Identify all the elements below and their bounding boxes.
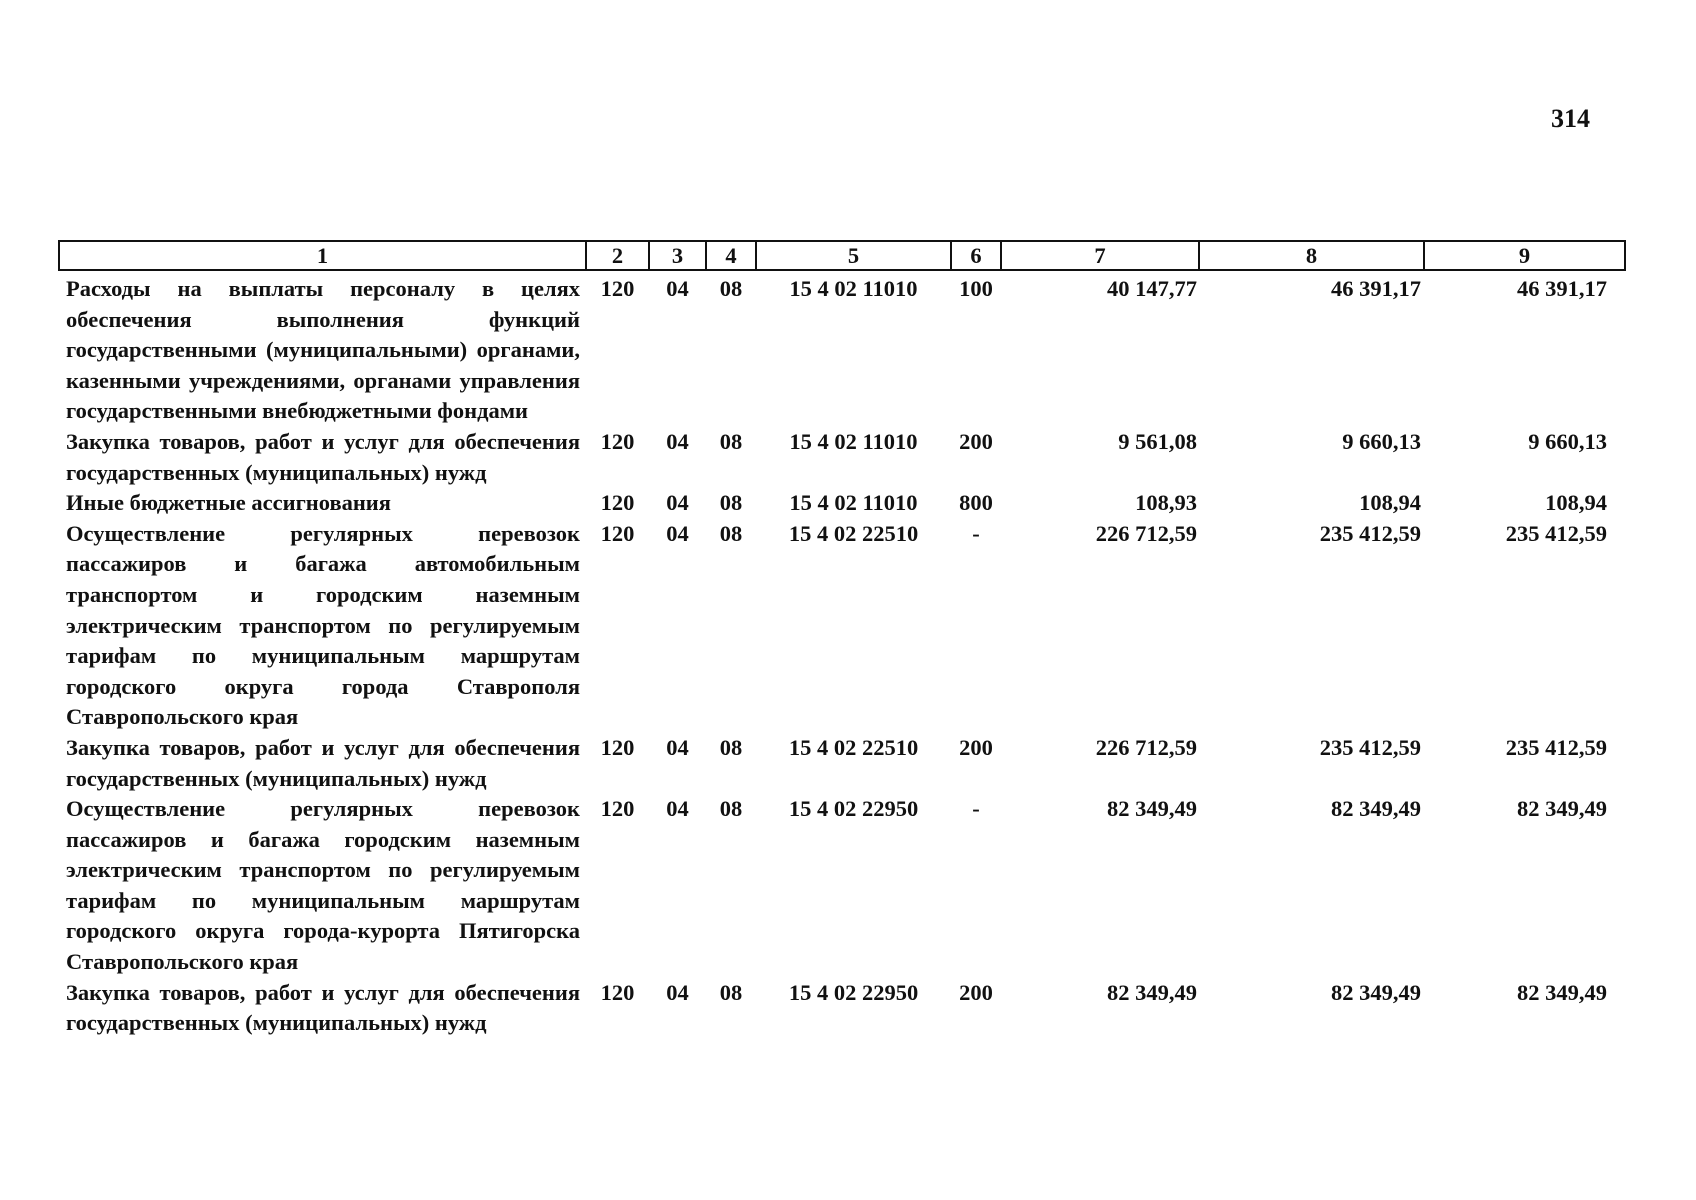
row-code-5: 15 4 02 22950 xyxy=(788,796,919,822)
row-code-4: 08 xyxy=(719,520,743,546)
row-code-6: - xyxy=(972,520,980,546)
row-code-3: 04 xyxy=(666,979,689,1005)
row-value-8: 9 660,13 xyxy=(1342,428,1421,454)
row-code-4: 08 xyxy=(719,979,743,1005)
row-code-6: 200 xyxy=(959,979,993,1005)
table-header xyxy=(59,241,1625,270)
row-code-4: 08 xyxy=(719,276,743,301)
row-value-9: 82 349,49 xyxy=(1517,979,1607,1005)
row-value-7: 40 147,77 xyxy=(1107,276,1197,301)
row-code-2: 120 xyxy=(600,428,635,454)
row-value-9: 108,94 xyxy=(1545,490,1607,516)
row-code-6: 100 xyxy=(959,276,993,301)
row-name: Расходы на выплаты персоналу в целях обеспечения выполнения функций государственными (муниципальными) органами, казенными учреждениями, органами управления государственными внебюджетными фондами xyxy=(66,276,580,424)
row-code-3: 04 xyxy=(666,520,689,546)
row-code-2: 120 xyxy=(600,979,635,1005)
row-code-3: 04 xyxy=(666,734,689,760)
row-value-9: 235 412,59 xyxy=(1505,520,1607,546)
row-code-5: 15 4 02 22510 xyxy=(788,734,919,760)
row-code-2: 120 xyxy=(600,490,635,516)
row-value-7: 226 712,59 xyxy=(1095,520,1197,546)
row-value-8: 235 412,59 xyxy=(1319,734,1421,760)
row-value-7: 226 712,59 xyxy=(1095,734,1197,760)
header-col-9: 9 xyxy=(1424,241,1625,270)
row-code-3: 04 xyxy=(666,490,689,516)
row-value-8: 108,94 xyxy=(1359,490,1421,516)
header-col-6: 6 xyxy=(951,241,1001,270)
header-col-3: 3 xyxy=(649,241,706,270)
table-row xyxy=(59,488,1625,519)
row-value-7: 82 349,49 xyxy=(1107,796,1197,822)
row-code-6: 800 xyxy=(959,490,993,516)
row-code-2: 120 xyxy=(600,796,635,822)
row-code-3: 04 xyxy=(666,796,689,822)
row-name: Иные бюджетные ассигнования xyxy=(66,490,391,516)
header-row xyxy=(59,241,1625,270)
row-value-8: 46 391,17 xyxy=(1331,276,1421,301)
row-code-4: 08 xyxy=(719,796,743,822)
row-code-4: 08 xyxy=(719,734,743,760)
table-row xyxy=(59,794,1625,978)
row-code-6: - xyxy=(972,796,980,822)
row-value-8: 235 412,59 xyxy=(1319,520,1421,546)
row-code-6: 200 xyxy=(959,734,993,760)
table-row xyxy=(59,270,1625,427)
page-number: 314 xyxy=(1551,104,1590,133)
header-col-4: 4 xyxy=(706,241,756,270)
row-value-8: 82 349,49 xyxy=(1331,979,1421,1005)
table-row xyxy=(59,733,1625,794)
table-row xyxy=(59,519,1625,733)
row-code-5: 15 4 02 11010 xyxy=(789,276,918,301)
row-value-9: 9 660,13 xyxy=(1528,428,1607,454)
row-value-7: 9 561,08 xyxy=(1118,428,1197,454)
row-value-9: 46 391,17 xyxy=(1517,276,1607,301)
row-name: Закупка товаров, работ и услуг для обеспечения государственных (муниципальных) нужд xyxy=(66,428,580,485)
row-value-7: 108,93 xyxy=(1135,490,1197,516)
row-code-5: 15 4 02 22950 xyxy=(788,979,919,1005)
row-code-2: 120 xyxy=(600,520,635,546)
header-col-5: 5 xyxy=(756,241,951,270)
table-body xyxy=(59,270,1625,1039)
table-row xyxy=(59,978,1625,1039)
header-col-7: 7 xyxy=(1001,241,1199,270)
row-code-2: 120 xyxy=(600,276,635,301)
row-code-4: 08 xyxy=(719,490,743,516)
row-value-7: 82 349,49 xyxy=(1107,979,1197,1005)
header-col-2: 2 xyxy=(586,241,649,270)
row-value-9: 235 412,59 xyxy=(1505,734,1607,760)
row-name: Закупка товаров, работ и услуг для обеспечения государственных (муниципальных) нужд xyxy=(66,734,580,791)
row-code-3: 04 xyxy=(666,276,689,301)
header-col-1: 1 xyxy=(59,241,586,270)
row-code-5: 15 4 02 11010 xyxy=(789,428,918,454)
budget-table xyxy=(58,240,1626,1039)
row-name: Осуществление регулярных перевозок пассажиров и багажа автомобильным транспортом и городским наземным электрическим транспортом по регулируемым тарифам по муниципальным маршрутам городского округа города Ставрополя Ставропольского края xyxy=(66,520,580,730)
row-code-4: 08 xyxy=(719,428,743,454)
row-code-3: 04 xyxy=(666,428,689,454)
row-code-5: 15 4 02 11010 xyxy=(789,490,918,516)
row-name: Закупка товаров, работ и услуг для обеспечения государственных (муниципальных) нужд xyxy=(66,979,580,1036)
table-row xyxy=(59,427,1625,488)
row-value-9: 82 349,49 xyxy=(1517,796,1607,822)
row-code-5: 15 4 02 22510 xyxy=(788,520,919,546)
header-col-8: 8 xyxy=(1199,241,1424,270)
row-code-2: 120 xyxy=(600,734,635,760)
row-code-6: 200 xyxy=(959,428,993,454)
row-name: Осуществление регулярных перевозок пассажиров и багажа городским наземным электрическим транспортом по регулируемым тарифам по муниципальным маршрутам городского округа города-курорта Пятигорска Ставропольского края xyxy=(66,796,580,975)
row-value-8: 82 349,49 xyxy=(1331,796,1421,822)
